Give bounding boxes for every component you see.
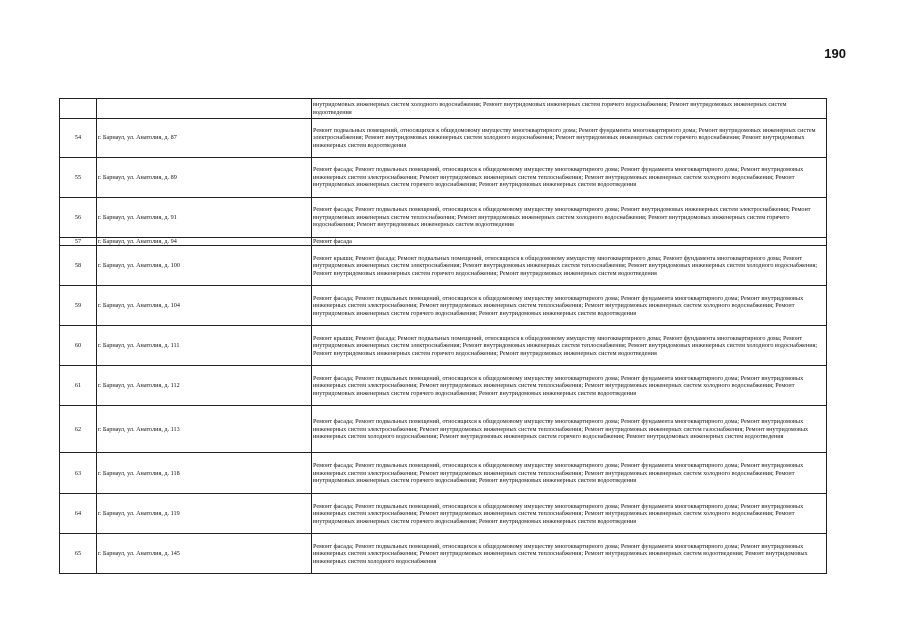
row-number: 59 bbox=[60, 286, 97, 326]
row-address: г. Барнаул, ул. Анатолия, д. 111 bbox=[97, 326, 312, 366]
row-works: Ремонт фасада; Ремонт подвальных помещений, относящихся к общедомовому имуществу многоквартирного дома; Ремонт внутридомовых инженерных систем электроснабжения; Ремонт внутридомовых инженерных систем теплоснабжения; Ремонт внутридомовых инженерных систем холодного водоснабжения; Ремонт внутридомовых инженерных систем горячего водоснабжения; Ремонт внутридомовых инженерных систем водоотведения bbox=[312, 198, 827, 238]
row-number: 64 bbox=[60, 494, 97, 534]
row-works: Ремонт фасада; Ремонт подвальных помещений, относящихся к общедомовому имуществу многоквартирного дома; Ремонт фундамента многоквартирного дома; Ремонт внутридомовых инженерных систем электроснабжения; Ремонт внутридомовых инженерных систем теплоснабжения; Ремонт внутридомовых инженерных систем газоснабжения; Ремонт внутридомовых инженерных систем холодного водоснабжения; Ремонт внутридомовых инженерных систем горячего водоснабжения; Ремонт внутридомовых инженерных систем водоотведения bbox=[312, 406, 827, 453]
row-number: 57 bbox=[60, 238, 97, 246]
page-number: 190 bbox=[824, 46, 846, 61]
table-row bbox=[60, 326, 827, 366]
row-address: г. Барнаул, ул. Анатолия, д. 119 bbox=[97, 494, 312, 534]
row-address: г. Барнаул, ул. Анатолия, д. 112 bbox=[97, 366, 312, 406]
row-address: г. Барнаул, ул. Анатолия, д. 89 bbox=[97, 158, 312, 198]
row-address: г. Барнаул, ул. Анатолия, д. 113 bbox=[97, 406, 312, 453]
row-works: Ремонт крыши; Ремонт фасада; Ремонт подвальных помещений, относящихся к общедомовому имуществу многоквартирного дома; Ремонт фундамента многоквартирного дома; Ремонт внутридомовых инженерных систем электроснабжения; Ремонт внутридомовых инженерных систем теплоснабжения; Ремонт внутридомовых инженерных систем холодного водоснабжения; Ремонт внутридомовых инженерных систем горячего водоснабжения; Ремонт внутридомовых инженерных систем водоотведения bbox=[312, 246, 827, 286]
table-row bbox=[60, 198, 827, 238]
row-number: 56 bbox=[60, 198, 97, 238]
row-number bbox=[60, 99, 97, 119]
row-number: 55 bbox=[60, 158, 97, 198]
row-address: г. Барнаул, ул. Анатолия, д. 118 bbox=[97, 453, 312, 494]
table-row bbox=[60, 119, 827, 158]
repair-works-table bbox=[59, 98, 827, 574]
row-number: 62 bbox=[60, 406, 97, 453]
row-address: г. Барнаул, ул. Анатолия, д. 91 bbox=[97, 198, 312, 238]
row-works: Ремонт фасада; Ремонт подвальных помещений, относящихся к общедомовому имуществу многоквартирного дома; Ремонт фундамента многоквартирного дома; Ремонт внутридомовых инженерных систем электроснабжения; Ремонт внутридомовых инженерных систем теплоснабжения; Ремонт внутридомовых инженерных систем холодного водоснабжения; Ремонт внутридомовых инженерных систем горячего водоснабжения; Ремонт внутридомовых инженерных систем водоотведения bbox=[312, 286, 827, 326]
table-row bbox=[60, 246, 827, 286]
row-works: Ремонт фасада; Ремонт подвальных помещений, относящихся к общедомовому имуществу многоквартирного дома; Ремонт фундамента многоквартирного дома; Ремонт внутридомовых инженерных систем электроснабжения; Ремонт внутридомовых инженерных систем теплоснабжения; Ремонт внутридомовых инженерных систем холодного водоснабжения; Ремонт внутридомовых инженерных систем горячего водоснабжения; Ремонт внутридомовых инженерных систем водоотведения bbox=[312, 158, 827, 198]
row-address: г. Барнаул, ул. Анатолия, д. 87 bbox=[97, 119, 312, 158]
row-address: г. Барнаул, ул. Анатолия, д. 104 bbox=[97, 286, 312, 326]
table-row bbox=[60, 406, 827, 453]
table-row bbox=[60, 366, 827, 406]
row-works: Ремонт фасада; Ремонт подвальных помещений, относящихся к общедомовому имуществу многоквартирного дома; Ремонт фундамента многоквартирного дома; Ремонт внутридомовых инженерных систем электроснабжения; Ремонт внутридомовых инженерных систем теплоснабжения; Ремонт внутридомовых инженерных систем холодного водоснабжения; Ремонт внутридомовых инженерных систем горячего водоснабжения; Ремонт внутридомовых инженерных систем водоотведения bbox=[312, 494, 827, 534]
row-number: 63 bbox=[60, 453, 97, 494]
row-number: 54 bbox=[60, 119, 97, 158]
row-works: Ремонт фасада; Ремонт подвальных помещений, относящихся к общедомовому имуществу многоквартирного дома; Ремонт фундамента многоквартирного дома; Ремонт внутридомовых инженерных систем электроснабжения; Ремонт внутридомовых инженерных систем теплоснабжения; Ремонт внутридомовых инженерных систем водоотведения; Ремонт внутридомовых инженерных систем холодного водоснабжения bbox=[312, 534, 827, 574]
row-works: Ремонт крыши; Ремонт фасада; Ремонт подвальных помещений, относящихся к общедомовому имуществу многоквартирного дома; Ремонт фундамента многоквартирного дома; Ремонт внутридомовых инженерных систем электроснабжения; Ремонт внутридомовых инженерных систем теплоснабжения; Ремонт внутридомовых инженерных систем холодного водоснабжения; Ремонт внутридомовых инженерных систем горячего водоснабжения; Ремонт внутридомовых инженерных систем водоотведения bbox=[312, 326, 827, 366]
row-works: внутридомовых инженерных систем холодного водоснабжения; Ремонт внутридомовых инженерных систем горячего водоснабжения; Ремонт внутридомовых инженерных систем водоотведения bbox=[312, 99, 827, 119]
row-number: 60 bbox=[60, 326, 97, 366]
row-works: Ремонт фасада; Ремонт подвальных помещений, относящихся к общедомовому имуществу многоквартирного дома; Ремонт фундамента многоквартирного дома; Ремонт внутридомовых инженерных систем электроснабжения; Ремонт внутридомовых инженерных систем теплоснабжения; Ремонт внутридомовых инженерных систем холодного водоснабжения; Ремонт внутридомовых инженерных систем горячего водоснабжения; Ремонт внутридомовых инженерных систем водоотведения bbox=[312, 366, 827, 406]
row-works: Ремонт фасада bbox=[312, 238, 827, 246]
table-row bbox=[60, 158, 827, 198]
table-row bbox=[60, 534, 827, 574]
row-number: 61 bbox=[60, 366, 97, 406]
table-row bbox=[60, 453, 827, 494]
row-works: Ремонт подвальных помещений, относящихся к общедомовому имуществу многоквартирного дома; Ремонт фундамента многоквартирного дома; Ремонт внутридомовых инженерных систем электроснабжения; Ремонт внутридомовых инженерных систем холодного водоснабжения; Ремонт внутридомовых инженерных систем горячего водоснабжения; Ремонт внутридомовых инженерных систем водоотведения bbox=[312, 119, 827, 158]
table-row bbox=[60, 286, 827, 326]
row-number: 65 bbox=[60, 534, 97, 574]
row-address: г. Барнаул, ул. Анатолия, д. 145 bbox=[97, 534, 312, 574]
row-address: г. Барнаул, ул. Анатолия, д. 94 bbox=[97, 238, 312, 246]
row-address bbox=[97, 99, 312, 119]
table-row bbox=[60, 99, 827, 119]
table-row bbox=[60, 494, 827, 534]
row-works: Ремонт фасада; Ремонт подвальных помещений, относящихся к общедомовому имуществу многоквартирного дома; Ремонт фундамента многоквартирного дома; Ремонт внутридомовых инженерных систем электроснабжения; Ремонт внутридомовых инженерных систем теплоснабжения; Ремонт внутридомовых инженерных систем холодного водоснабжения; Ремонт внутридомовых инженерных систем горячего водоснабжения; Ремонт внутридомовых инженерных систем водоотведения bbox=[312, 453, 827, 494]
table-row bbox=[60, 238, 827, 246]
row-number: 58 bbox=[60, 246, 97, 286]
row-address: г. Барнаул, ул. Анатолия, д. 100 bbox=[97, 246, 312, 286]
